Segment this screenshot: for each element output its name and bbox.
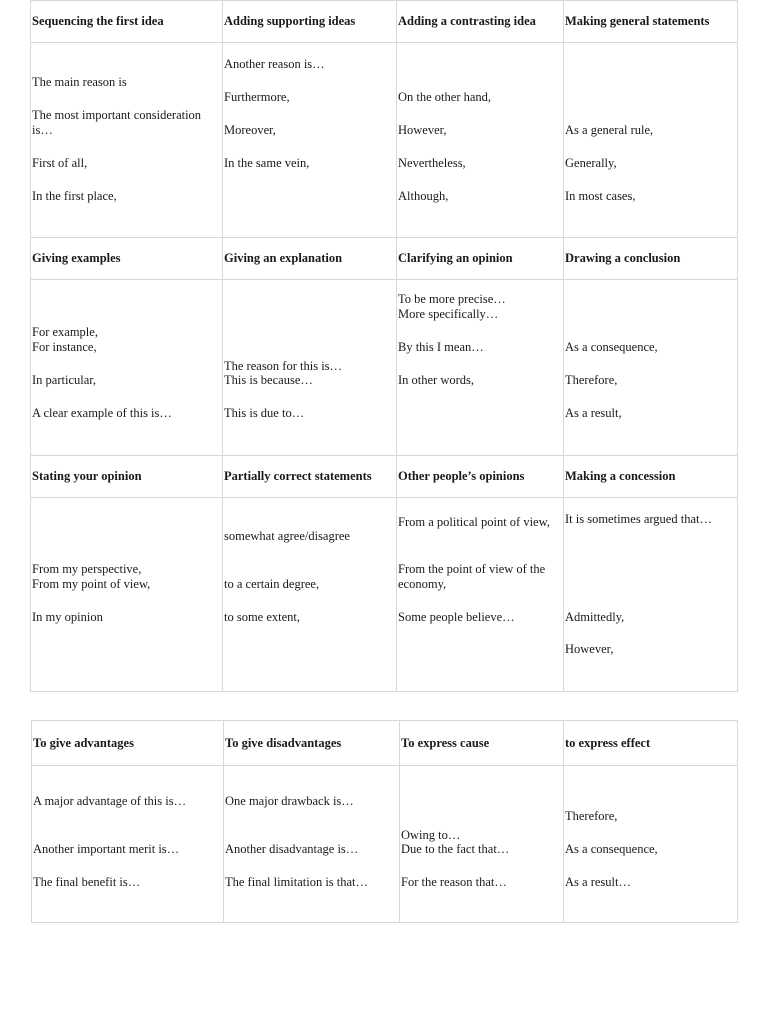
phrase-cell (400, 766, 564, 923)
body-row (32, 766, 738, 923)
phrase-cell (31, 43, 223, 238)
phrase: To be more precise… (398, 292, 506, 306)
phrase: Moreover, (224, 123, 276, 137)
phrase: As a consequence, (565, 340, 658, 354)
phrase: In my opinion (32, 610, 103, 624)
phrase: However, (398, 123, 447, 137)
header-cell: Partially correct statements (223, 456, 397, 498)
phrase: Generally, (565, 156, 617, 170)
phrase: The reason for this is… (224, 359, 343, 373)
phrase-cell (564, 43, 738, 238)
phrase: The final limitation is that… (225, 875, 369, 889)
phrase: On the other hand, (398, 90, 492, 104)
header-cell: Other people’s opinions (397, 456, 564, 498)
phrase: As a general rule, (565, 123, 654, 137)
header-cell: Stating your opinion (31, 456, 223, 498)
phrase: Owing to… (401, 828, 461, 842)
body-row (31, 43, 738, 238)
phrase: As a consequence, (565, 842, 658, 856)
phrase: From the point of view of the economy, (398, 562, 546, 591)
phrase: Another important merit is… (33, 842, 180, 856)
header-cell: Making a concession (564, 456, 738, 498)
phrase-cell (224, 766, 400, 923)
header-cell: To give advantages (32, 721, 224, 766)
phrase-cell (223, 43, 397, 238)
phrase: As a result… (565, 875, 631, 889)
header-cell: Sequencing the first idea (31, 1, 223, 43)
phrase: Another disadvantage is… (225, 842, 359, 856)
phrase: to some extent, (224, 610, 301, 624)
phrase: Therefore, (565, 373, 618, 387)
header-cell: Making general statements (564, 1, 738, 43)
phrase: As a result, (565, 406, 622, 420)
phrase: In the first place, (32, 189, 117, 203)
phrase-cell (31, 280, 223, 456)
phrase: In particular, (32, 373, 97, 387)
header-row (32, 721, 738, 766)
phrase-cell (397, 280, 564, 456)
header-cell: Drawing a conclusion (564, 238, 738, 280)
phrase: This is because… (224, 373, 313, 387)
header-row (31, 456, 738, 498)
phrase: The main reason is (32, 75, 127, 89)
phrase: somewhat agree/disagree (224, 529, 350, 543)
phrase: This is due to… (224, 406, 305, 420)
phrase: However, (565, 642, 614, 656)
phrase: Due to the fact that… (401, 842, 510, 856)
phrase: The final benefit is… (33, 875, 141, 889)
phrase: From a political point of view, (398, 515, 550, 529)
phrases-table-2 (31, 720, 738, 923)
phrase-cell (564, 498, 738, 692)
phrase: Some people believe… (398, 610, 515, 624)
phrase: More specifically… (398, 307, 499, 321)
phrases-table-1 (30, 0, 738, 692)
phrase-cell (223, 498, 397, 692)
phrase-cell (397, 43, 564, 238)
header-cell: Adding supporting ideas (223, 1, 397, 43)
phrase: Therefore, (565, 809, 618, 823)
header-cell: Giving an explanation (223, 238, 397, 280)
phrase: Admittedly, (565, 610, 625, 624)
phrase-cell (397, 498, 564, 692)
body-row (31, 498, 738, 692)
phrase: Furthermore, (224, 90, 290, 104)
phrase: A clear example of this is… (32, 406, 172, 420)
header-cell: To express cause (400, 721, 564, 766)
phrase: Another reason is… (224, 57, 325, 71)
phrase: For example, (32, 325, 98, 339)
phrase: By this I mean… (398, 340, 484, 354)
phrase: A major advantage of this is… (33, 794, 187, 808)
header-cell: to express effect (564, 721, 738, 766)
phrase: From my perspective, (32, 562, 142, 576)
phrase-cell (223, 280, 397, 456)
phrase: First of all, (32, 156, 88, 170)
phrase: In the same vein, (224, 156, 310, 170)
header-cell: Clarifying an opinion (397, 238, 564, 280)
phrase: For instance, (32, 340, 97, 354)
body-row (31, 280, 738, 456)
phrase: Although, (398, 189, 449, 203)
phrase: to a certain degree, (224, 577, 320, 591)
header-row (31, 238, 738, 280)
phrase: The most important consideration is… (32, 108, 202, 137)
header-cell: Giving examples (31, 238, 223, 280)
header-row (31, 1, 738, 43)
phrase: In other words, (398, 373, 475, 387)
phrase-cell (564, 280, 738, 456)
phrase: From my point of view, (32, 577, 151, 591)
header-cell: To give disadvantages (224, 721, 400, 766)
phrase: For the reason that… (401, 875, 507, 889)
phrase-cell (31, 498, 223, 692)
phrase: Nevertheless, (398, 156, 466, 170)
phrase-cell (32, 766, 224, 923)
phrase: One major drawback is… (225, 794, 354, 808)
phrase: In most cases, (565, 189, 636, 203)
phrase: It is sometimes argued that… (565, 512, 712, 526)
header-cell: Adding a contrasting idea (397, 1, 564, 43)
phrase-cell (564, 766, 738, 923)
